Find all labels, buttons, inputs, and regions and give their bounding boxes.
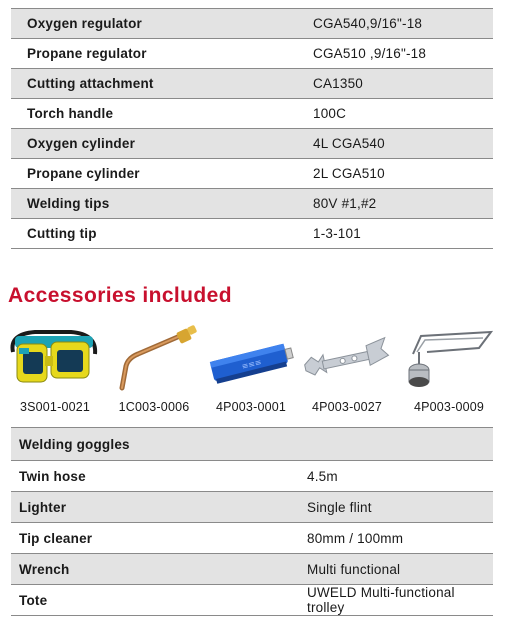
twin-hose-icon xyxy=(104,322,204,398)
spec-row-propane-cylinder xyxy=(11,159,493,189)
lighter-icon xyxy=(201,322,301,398)
accessory-code: 3S001-0021 xyxy=(19,400,91,414)
spec-label: Oxygen regulator xyxy=(27,16,142,31)
accessory-row-tip-cleaner xyxy=(11,523,493,554)
accessory-item-tip-cleaner xyxy=(399,322,499,422)
spec-value: CA1350 xyxy=(313,76,363,91)
svg-text:≡≡≡: ≡≡≡ xyxy=(240,357,263,372)
spec-value: CGA510 ,9/16"-18 xyxy=(313,46,427,61)
spec-value: CGA540,9/16"-18 xyxy=(313,16,423,31)
spec-label: Cutting tip xyxy=(27,226,97,241)
spec-row-oxygen-regulator xyxy=(11,9,493,39)
spec-value: 2L CGA510 xyxy=(313,166,385,181)
accessory-row-lighter xyxy=(11,492,493,523)
spec-value: 80V #1,#2 xyxy=(313,196,377,211)
accessory-table xyxy=(11,427,493,616)
tip-cleaner-icon xyxy=(399,322,499,398)
accessory-value: 80mm / 100mm xyxy=(307,530,404,546)
accessory-row-welding-goggles xyxy=(11,428,493,461)
welding-goggles-icon xyxy=(5,322,105,398)
accessories-strip xyxy=(0,322,516,422)
accessory-label: Welding goggles xyxy=(19,436,130,452)
spec-row-welding-tips xyxy=(11,189,493,219)
accessories-title: Accessories included xyxy=(8,284,232,307)
accessory-code: 1C003-0006 xyxy=(118,400,190,414)
spec-value: 1-3-101 xyxy=(313,226,361,241)
spec-label: Welding tips xyxy=(27,196,110,211)
spec-row-torch-handle xyxy=(11,99,493,129)
accessory-value: Single flint xyxy=(307,499,372,515)
spec-label: Oxygen cylinder xyxy=(27,136,136,151)
accessory-code: 4P003-0001 xyxy=(215,400,287,414)
spec-table xyxy=(11,8,493,249)
spec-label: Propane regulator xyxy=(27,46,147,61)
accessory-row-tote xyxy=(11,585,493,616)
spec-value: 4L CGA540 xyxy=(313,136,385,151)
spec-value: 100C xyxy=(313,106,347,121)
accessory-label: Tote xyxy=(19,592,48,608)
accessory-value: UWELD Multi-functional trolley xyxy=(307,585,455,615)
spec-label: Torch handle xyxy=(27,106,114,121)
accessory-item-lighter xyxy=(201,322,301,422)
accessory-row-wrench xyxy=(11,554,493,585)
spec-row-cutting-attachment xyxy=(11,69,493,99)
spec-label: Cutting attachment xyxy=(27,76,154,91)
spec-row-propane-regulator xyxy=(11,39,493,69)
accessory-label: Lighter xyxy=(19,499,67,515)
accessory-value: Multi functional xyxy=(307,561,401,577)
accessory-item-wrench xyxy=(297,322,397,422)
accessory-row-twin-hose xyxy=(11,461,493,492)
accessory-label: Twin hose xyxy=(19,468,86,484)
accessory-item-hose xyxy=(104,322,204,422)
accessory-label: Wrench xyxy=(19,561,70,577)
accessory-label: Tip cleaner xyxy=(19,530,93,546)
accessory-code: 4P003-0009 xyxy=(413,400,485,414)
spec-row-oxygen-cylinder xyxy=(11,129,493,159)
accessory-item-goggles xyxy=(5,322,105,422)
spec-label: Propane cylinder xyxy=(27,166,140,181)
accessory-value: 4.5m xyxy=(307,468,338,484)
accessory-code: 4P003-0027 xyxy=(311,400,383,414)
spec-row-cutting-tip xyxy=(11,219,493,249)
wrench-icon xyxy=(297,322,397,398)
